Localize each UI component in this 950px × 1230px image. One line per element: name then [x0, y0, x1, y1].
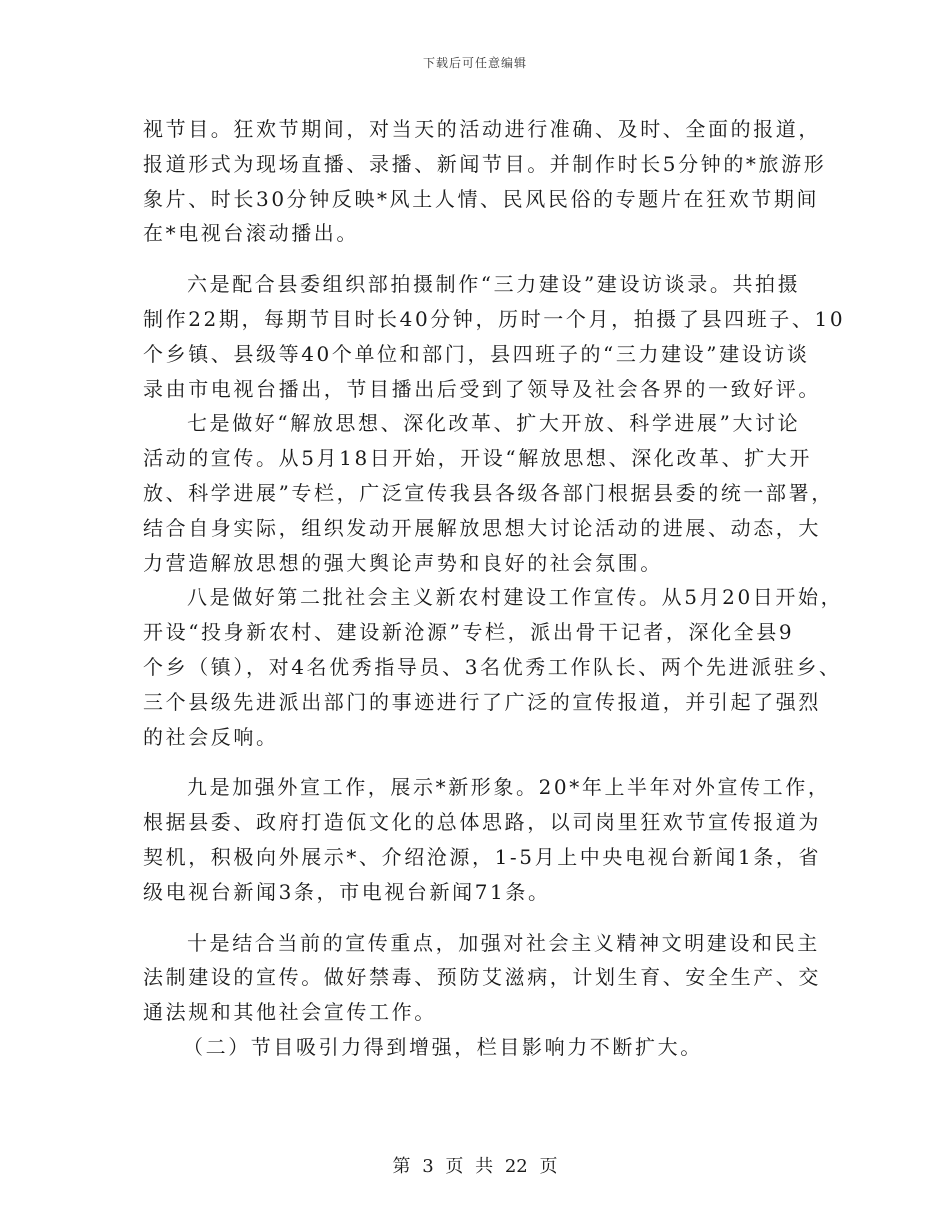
text-line: 个乡（镇），对4名优秀指导员、3名优秀工作队长、两个先进派驻乡、 — [143, 654, 842, 679]
text-line: 在*电视台滚动播出。 — [143, 221, 359, 246]
page-number: 第 3 页 共 22 页 — [392, 1156, 558, 1177]
text-line: 结合自身实际，组织发动开展解放思想大讨论活动的进展、动态，大 — [143, 515, 821, 540]
text-line: 九是加强外宣工作，展示*新形象。20*年上半年对外宣传工作， — [187, 775, 831, 800]
text-line: 制作22期，每期节目时长40分钟，历时一个月，拍摄了县四班子、10 — [143, 306, 846, 331]
text-line: 三个县级先进派出部门的事迹进行了广泛的宣传报道，并引起了强烈 — [143, 689, 821, 714]
text-line: 十是结合当前的宣传重点，加强对社会主义精神文明建设和民主 — [187, 930, 820, 955]
text-line: 八是做好第二批社会主义新农村建设工作宣传。从5月20日开始， — [187, 585, 844, 610]
text-line: 法制建设的宣传。做好禁毒、预防艾滋病，计划生育、安全生产、交 — [143, 965, 821, 990]
text-line: 报道形式为现场直播、录播、新闻节目。并制作时长5分钟的*旅游形 — [143, 151, 827, 176]
text-line: 录由市电视台播出，节目播出后受到了领导及社会各界的一致好评。 — [143, 376, 821, 401]
text-line: 象片、时长30分钟反映*风土人情、民风民俗的专题片在狂欢节期间 — [143, 186, 820, 211]
text-line: 契机，积极向外展示*、介绍沧源，1-5月上中央电视台新闻1条，省 — [143, 844, 822, 869]
document-body — [143, 112, 846, 1065]
page-header: 下载后可任意编辑 — [422, 56, 527, 70]
text-line: 通法规和其他社会宣传工作。 — [143, 1000, 437, 1025]
text-line: 活动的宣传。从5月18日开始，开设“解放思想、深化改革、扩大开 — [143, 446, 812, 471]
text-line: 六是配合县委组织部拍摄制作“三力建设”建设访谈录。共拍摄 — [187, 272, 801, 297]
text-line: 的社会反响。 — [143, 724, 279, 749]
text-line: 放、科学进展”专栏，广泛宣传我县各级各部门根据县委的统一部署， — [143, 480, 834, 505]
section-heading: （二）节目吸引力得到增强，栏目影响力不断扩大。 — [183, 1034, 703, 1059]
text-line: 个乡镇、县级等40个单位和部门，县四班子的“三力建设”建设访谈 — [143, 341, 810, 366]
text-line: 视节目。狂欢节期间，对当天的活动进行准确、及时、全面的报道， — [143, 117, 821, 141]
text-line: 开设“投身新农村、建设新沧源”专栏，派出骨干记者，深化全县9 — [143, 620, 795, 645]
text-line: 根据县委、政府打造佤文化的总体思路，以司岗里狂欢节宣传报道为 — [143, 810, 821, 835]
text-line: 力营造解放思想的强大舆论声势和良好的社会氛围。 — [143, 550, 663, 575]
text-line: 级电视台新闻3条，市电视台新闻71条。 — [143, 879, 551, 904]
text-line: 七是做好“解放思想、深化改革、扩大开放、科学进展”大讨论 — [187, 411, 801, 436]
